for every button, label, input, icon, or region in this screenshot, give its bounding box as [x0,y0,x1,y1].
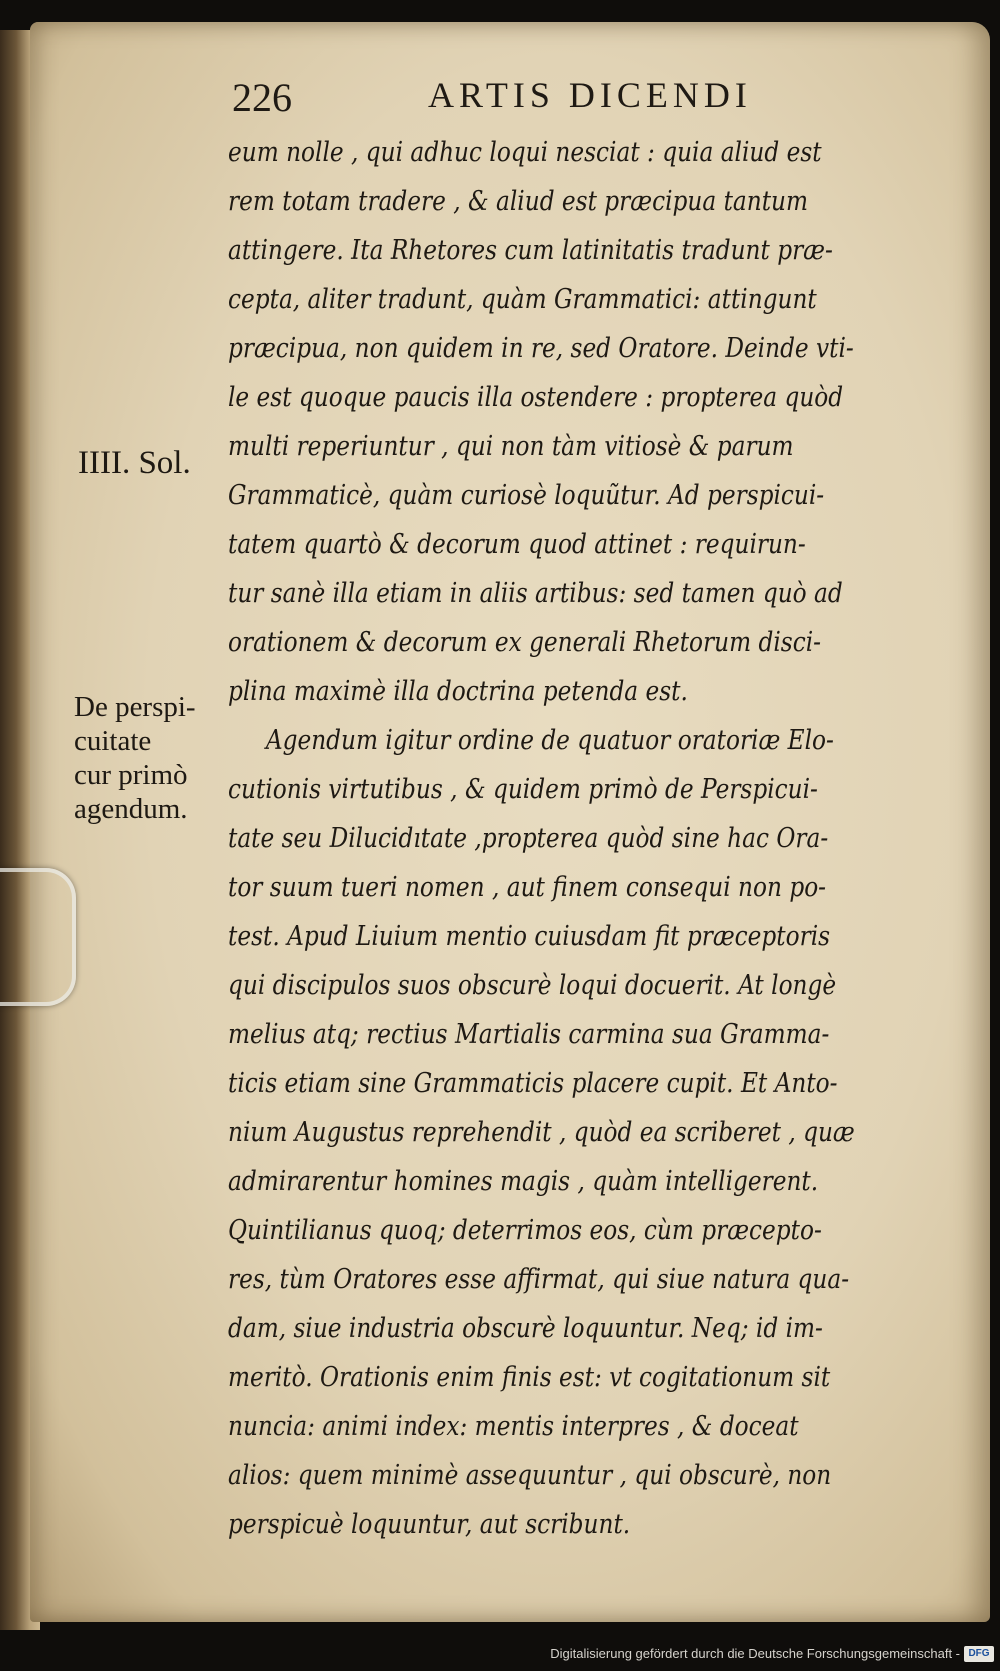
text-line: eum nolle , qui adhuc loqui nesciat : quia aliud est [228,137,822,168]
marginal-note-line: De perspi- [74,691,196,723]
text-line: test. Apud Liuium mentio cuiusdam fit præceptoris [228,921,831,952]
text-line: tate seu Dilucidıtate ,propterea quòd sine hac Ora- [228,823,829,854]
text-line: cutionis virtutibus , & quidem primò de Perspicui- [228,774,818,805]
marginal-note [74,690,196,826]
text-line: le est quoque paucis illa ostendere : propterea quòd [228,382,844,413]
text-line: tor suum tueri nomen , aut finem consequi non po- [228,872,827,903]
page-clip [0,868,76,1006]
text-line: Grammaticè, quàm curiosè loquũtur. Ad perspicui- [228,480,825,511]
text-line: perspicuè loquuntur, aut scribunt. [228,1509,631,1540]
text-line: cepta, aliter tradunt, quàm Grammatici: attingunt [228,284,817,315]
marginal-note-line: cuitate [74,725,152,757]
text-line: Agendum igitur ordine de quatuor oratoriæ Elo- [265,725,834,756]
text-line: admirarentur homines magis , quàm intelligerent. [228,1166,819,1197]
text-line: res, tùm Oratores esse affirmat, qui siue natura qua- [228,1264,850,1295]
text-line: qui discipulos suos obscurè loqui docuerit. At longè [228,970,837,1001]
page-number: 226 [232,75,292,120]
body-text [228,128,948,1549]
text-line: nium Augustus reprehendit , quòd ea scriberet , quæ [228,1117,855,1148]
text-line: attingere. Ita Rhetores cum latinitatis tradunt præ- [228,235,833,266]
text-line: melius atq; rectius Martialis carmina sua Gramma- [228,1019,830,1050]
text-line: tatem quartò & decorum quod attinet : requirun- [228,529,806,560]
text-line: alios: quem minimè assequuntur , qui obscurè, non [228,1460,832,1491]
text-line: præcipua, non quidem in re, sed Oratore. Deinde vti- [228,333,854,364]
text-line: multi reperiuntur , qui non tàm vitiosè & parum [228,431,794,462]
text-line: dam, siue industria obscurè loquuntur. Neq; id im- [228,1313,823,1344]
text-line: plina maximè illa doctrina petenda est. [228,676,688,707]
text-line: meritò. Orationis enim finis est: vt cogitationum sit [228,1362,831,1393]
marginal-note-line: agendum. [74,793,188,825]
text-line: Quintilianus quoq; deterrimos eos, cùm præcepto- [228,1215,822,1246]
credit-text: Digitalisierung gefördert durch die Deutsche Forschungsgemeinschaft - [550,1646,960,1661]
text-line: orationem & decorum ex generali Rhetorum disci- [228,627,821,658]
text-line: ticis etiam sine Grammaticis placere cupit. Et Anto- [228,1068,838,1099]
dfg-logo-icon: DFG [964,1646,994,1662]
text-line: rem totam tradere , & aliud est præcipua tantum [228,186,809,217]
text-line: tur sanè illa etiam in aliis artibus: sed tamen quò ad [228,578,843,609]
marginal-note-line: cur primò [74,759,188,791]
text-line: nuncia: animi index: mentis interpres , & doceat [228,1411,799,1442]
running-head: ARTIS DICENDI [428,75,752,115]
marginal-number: IIII. Sol. [78,445,191,481]
